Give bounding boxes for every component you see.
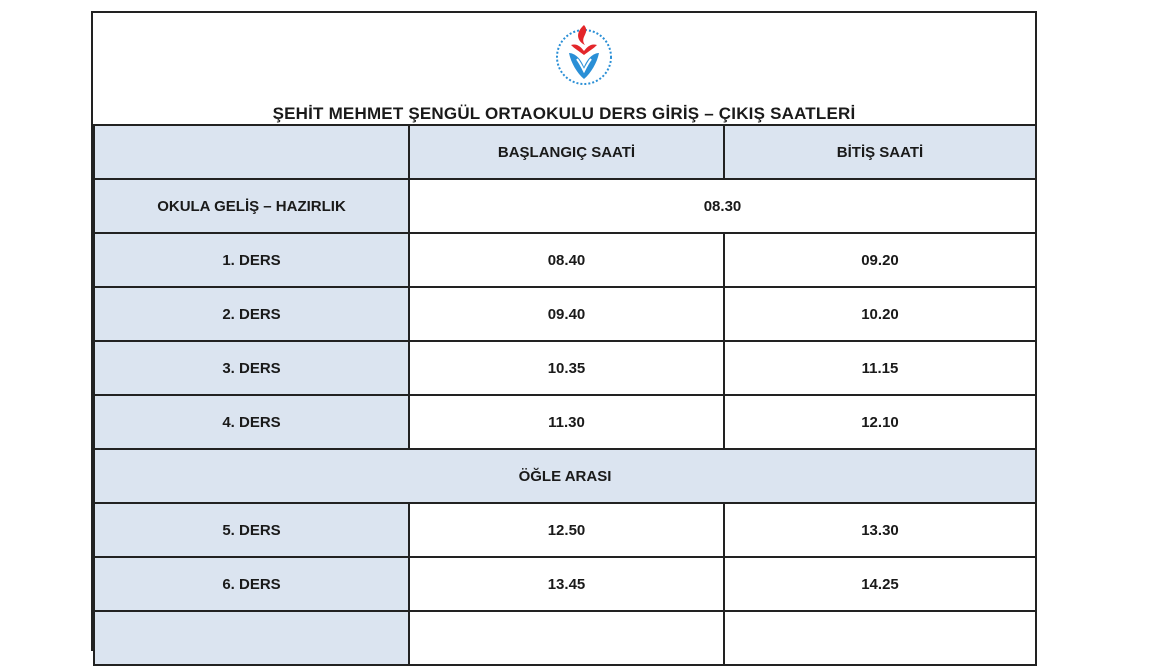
start-time: 12.50 xyxy=(409,503,724,557)
table-header-row xyxy=(94,125,1036,179)
schedule-table xyxy=(93,124,1037,666)
header-cell-empty xyxy=(94,125,409,179)
end-time: 13.30 xyxy=(724,503,1036,557)
row-label: 4. DERS xyxy=(94,395,409,449)
row-label: 6. DERS xyxy=(94,557,409,611)
table-row xyxy=(94,503,1036,557)
table-row xyxy=(94,557,1036,611)
end-time: 12.10 xyxy=(724,395,1036,449)
table-row xyxy=(94,233,1036,287)
start-time-empty xyxy=(409,611,724,665)
header-cell-start: BAŞLANGIÇ SAATİ xyxy=(409,125,724,179)
page-title: ŞEHİT MEHMET ŞENGÜL ORTAOKULU DERS GİRİŞ – ÇIKIŞ SAATLERİ xyxy=(272,104,856,123)
end-time: 14.25 xyxy=(724,557,1036,611)
row-label: OKULA GELİŞ – HAZIRLIK xyxy=(94,179,409,233)
table-row xyxy=(94,179,1036,233)
table-row-cut-off xyxy=(94,611,1036,665)
row-label: 5. DERS xyxy=(94,503,409,557)
table-row xyxy=(94,395,1036,449)
row-label: 1. DERS xyxy=(94,233,409,287)
end-time: 09.20 xyxy=(724,233,1036,287)
start-time: 10.35 xyxy=(409,341,724,395)
table-row xyxy=(94,287,1036,341)
end-time: 11.15 xyxy=(724,341,1036,395)
start-time: 08.40 xyxy=(409,233,724,287)
lunch-label: ÖĞLE ARASI xyxy=(94,449,1036,503)
start-time: 13.45 xyxy=(409,557,724,611)
row-label-empty xyxy=(94,611,409,665)
meb-torch-logo-icon xyxy=(549,19,619,89)
arrival-time: 08.30 xyxy=(409,179,1036,233)
header-cell-end: BİTİŞ SAATİ xyxy=(724,125,1036,179)
start-time: 09.40 xyxy=(409,287,724,341)
row-label: 2. DERS xyxy=(94,287,409,341)
lunch-row xyxy=(94,449,1036,503)
end-time: 10.20 xyxy=(724,287,1036,341)
end-time-empty xyxy=(724,611,1036,665)
start-time: 11.30 xyxy=(409,395,724,449)
schedule-document xyxy=(91,11,1037,651)
row-label: 3. DERS xyxy=(94,341,409,395)
table-row xyxy=(94,341,1036,395)
